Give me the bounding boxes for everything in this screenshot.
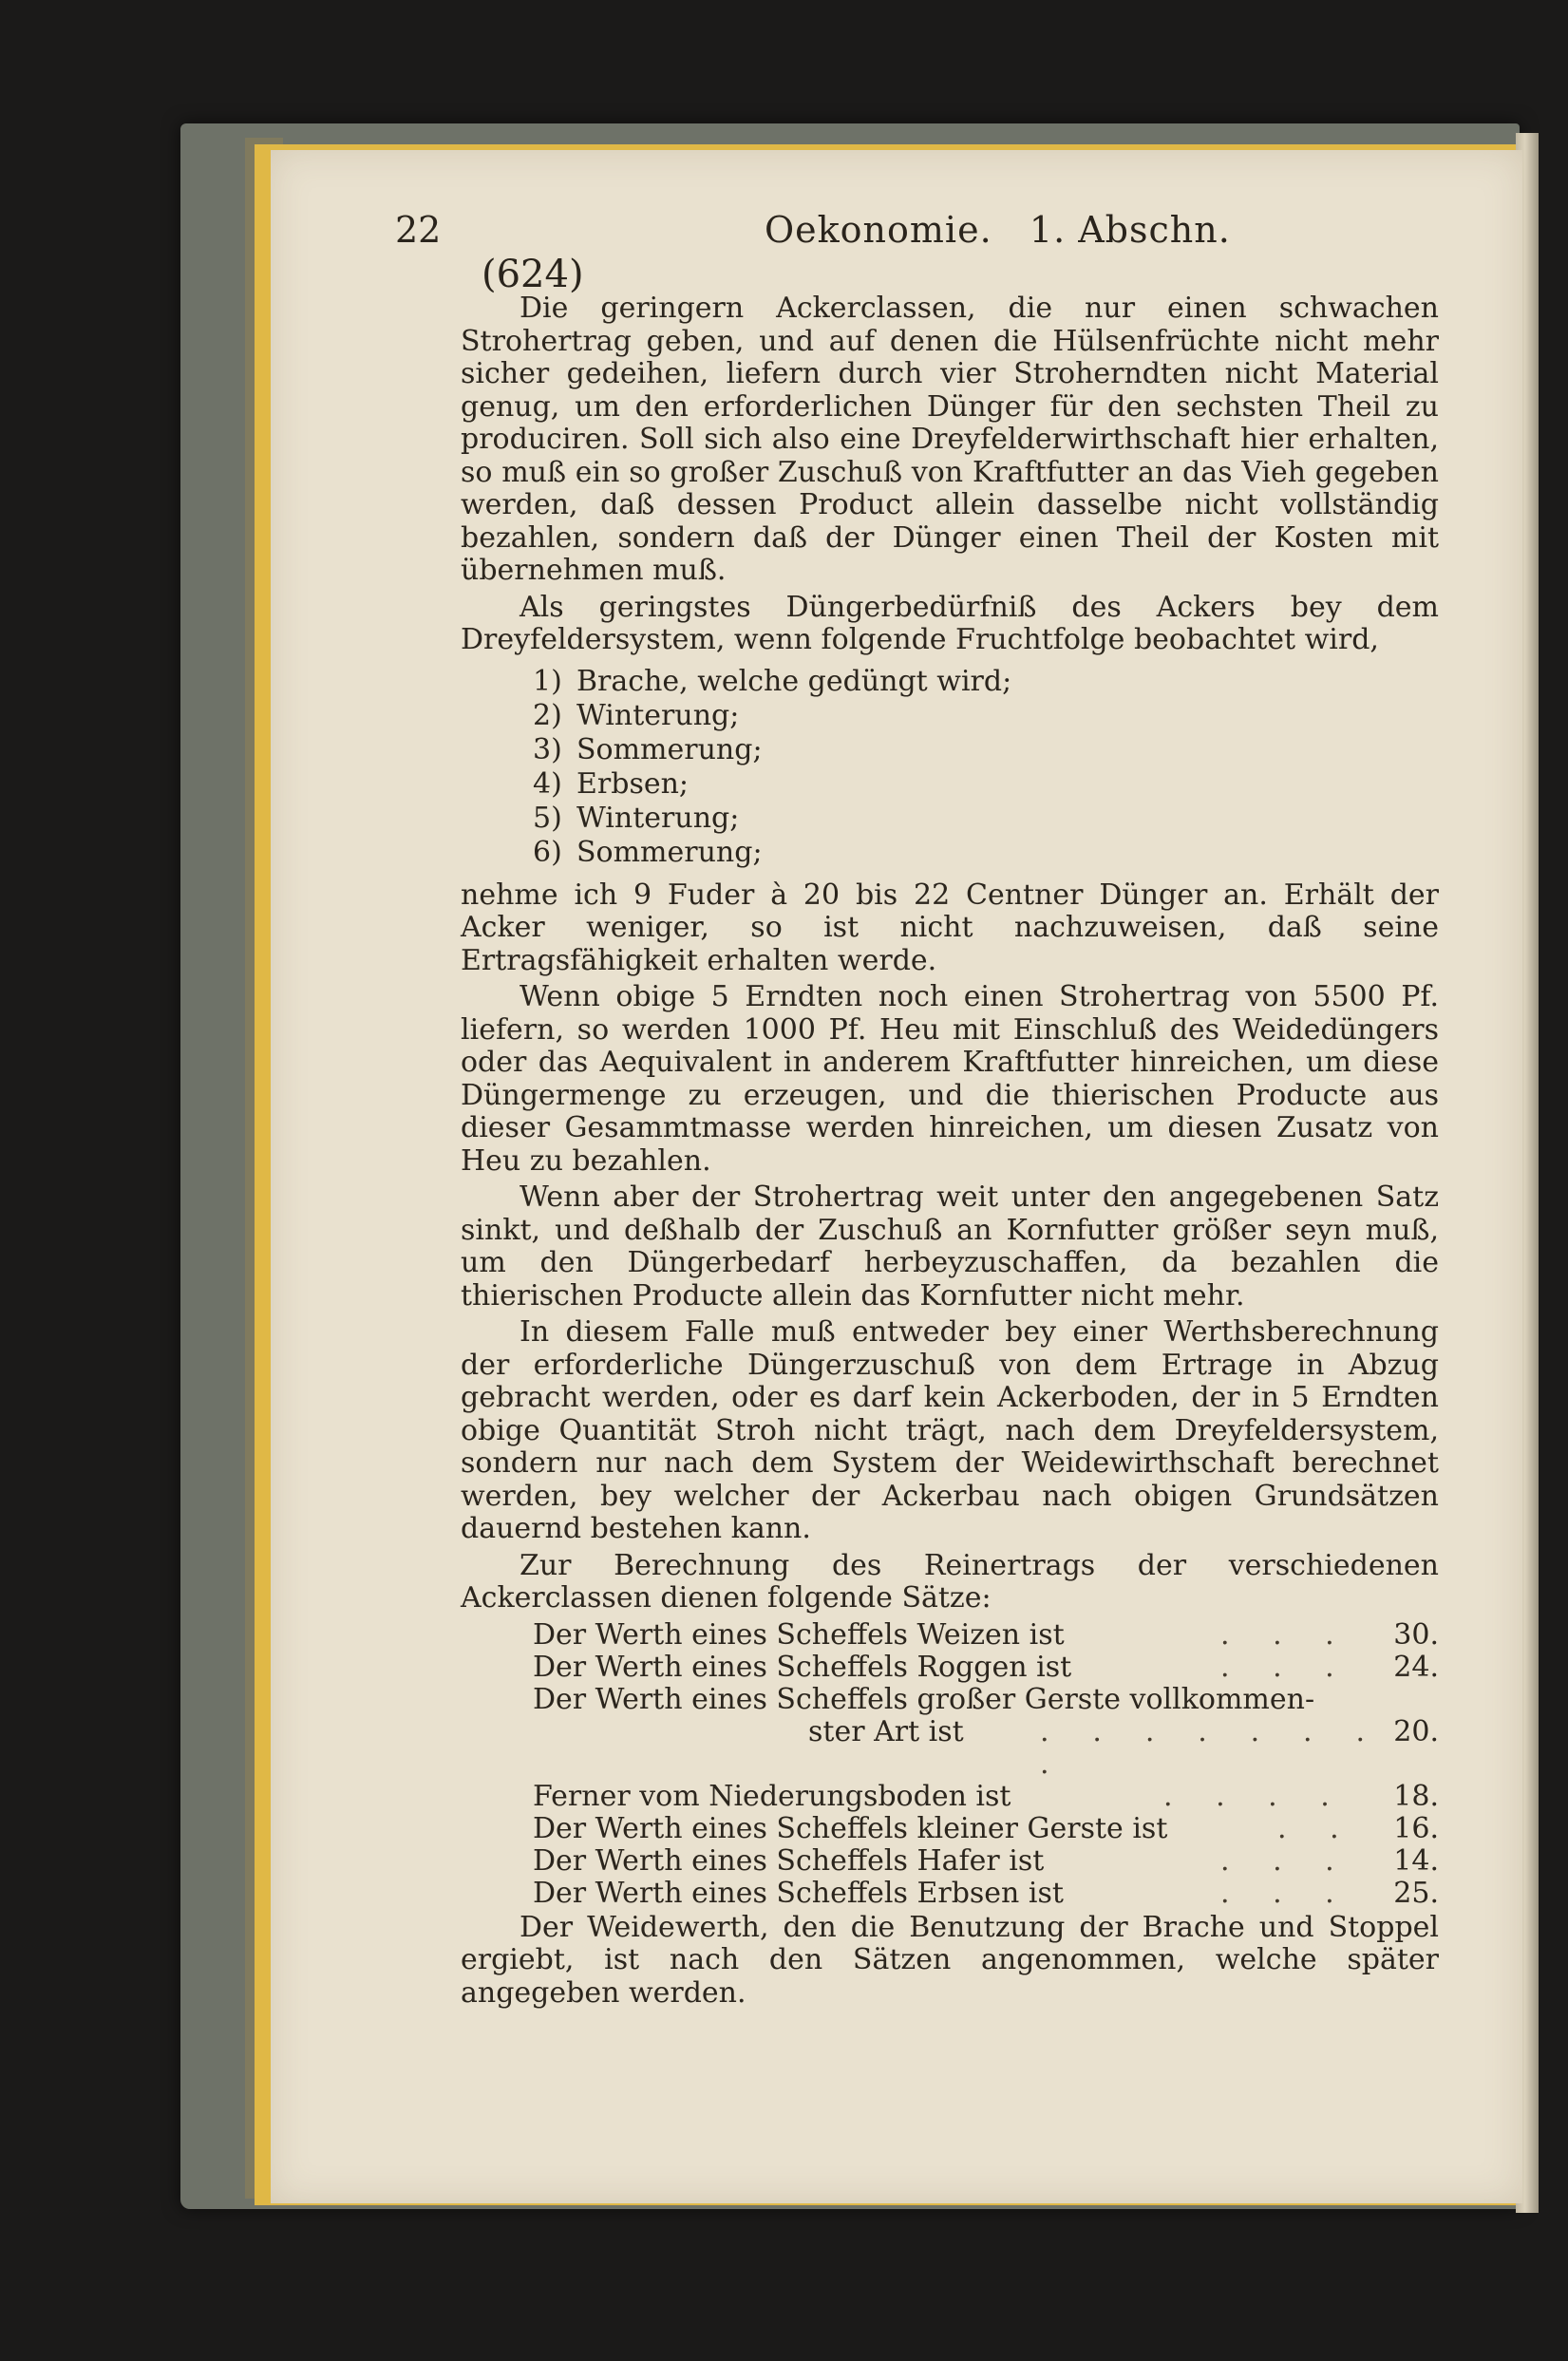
price-row-gerste-gross-cont: ster Art ist . . . . . . . . 20. [808,1714,1439,1781]
running-title: Oekonomie. 1. Abschn. [765,209,1231,251]
paragraph-4: Wenn obige 5 Erndten noch einen Strohertrag von 5500 Pf. liefern, so werden 1000 Pf. Heu mit Einschluß des Weidedüngers oder das Aequivalent in anderem Kraftfutter hinreichen, um diese Düngermenge zu erzeugen, und die thierischen Producte aus dieser Gesammtmasse werden hinreichen, um diesen Zusatz von Heu zu bezahlen. [461,980,1439,1178]
list-item: 3) Sommerung; [533,732,763,766]
paragraph-6: In diesem Falle muß entweder bey einer Werthsberechnung der erforderliche Düngerzuschuß von dem Ertrage in Abzug gebracht werden, oder es darf kein Ackerboden, der in 5 Erndten obige Quantität Stroh nicht trägt, nach dem Dreyfeldersystem, sondern nur nach dem System der Weidewirthschaft berechnet werden, bey welcher der Ackerbau nach obigen Grundsätzen dauernd bestehen kann. [461,1315,1439,1545]
page-body [461,293,1439,2010]
book-page [271,150,1522,2203]
price-row-erbsen: Der Werth eines Scheffels Erbsen ist . . . 25. [533,1876,1439,1910]
price-row-weizen: Der Werth eines Scheffels Weizen ist . . . 30. [533,1617,1439,1652]
list-item: 5) Winterung; [533,801,740,835]
list-item: 6) Sommerung; [533,835,763,869]
paragraph-7: Zur Berechnung des Reinertrags der verschiedenen Ackerclassen dienen folgende Sätze: [461,1548,1439,1615]
price-table [461,1619,1439,1910]
list-item: 4) Erbsen; [533,766,690,801]
paragraph-2: Als geringstes Düngerbedürfniß des Ackers bey dem Dreyfeldersystem, wenn folgende Fruchtfolge beobachtet wird, [461,590,1439,656]
price-row-niederung: Ferner vom Niederungsboden ist . . . . 18. [533,1779,1439,1813]
list-item: 2) Winterung; [533,698,740,732]
price-row-hafer: Der Werth eines Scheffels Hafer ist . . . 14. [533,1843,1439,1878]
crop-rotation-list [461,665,1439,870]
section-number: (624) [482,253,584,296]
price-row-gerste-klein: Der Werth eines Scheffels kleiner Gerste ist . . 16. [533,1811,1439,1845]
paragraph-8: Der Weidewerth, den die Benutzung der Brache und Stoppel ergiebt, ist nach den Sätzen angenommen, welche später angegeben werden. [461,1910,1439,2010]
page-number: 22 [395,209,442,251]
paragraph-3: nehme ich 9 Fuder à 20 bis 22 Centner Dünger an. Erhält der Acker weniger, so ist nicht nachzuweisen, daß seine Ertragsfähigkeit erhalten werde. [461,878,1439,977]
page-header [271,209,1522,266]
price-row-roggen: Der Werth eines Scheffels Roggen ist . . . 24. [533,1650,1439,1684]
paragraph-1: Die geringern Ackerclassen, die nur einen schwachen Strohertrag geben, und auf denen die Hülsenfrüchte nicht mehr sicher gedeihen, liefern durch vier Stroherndten nicht Material genug, um den erforderlichen Dünger für den sechsten Theil zu produciren. Soll sich also eine Dreyfelderwirthschaft hier erhalten, so muß ein so großer Zuschuß von Kraftfutter an das Vieh gegeben werden, daß dessen Product allein dasselbe nicht vollständig bezahlen, sondern daß der Dünger einen Theil der Kosten mit übernehmen muß. [461,292,1439,587]
price-row-gerste-gross: Der Werth eines Scheffels großer Gerste vollkommen- [533,1682,1315,1716]
paragraph-5: Wenn aber der Strohertrag weit unter den angegebenen Satz sinkt, und deßhalb der Zuschuß an Kornfutter größer seyn muß, um den Düngerbedarf herbeyzuschaffen, da bezahlen die thierischen Producte allein das Kornfutter nicht mehr. [461,1180,1439,1313]
list-item: 1) Brache, welche gedüngt wird; [533,664,1012,698]
